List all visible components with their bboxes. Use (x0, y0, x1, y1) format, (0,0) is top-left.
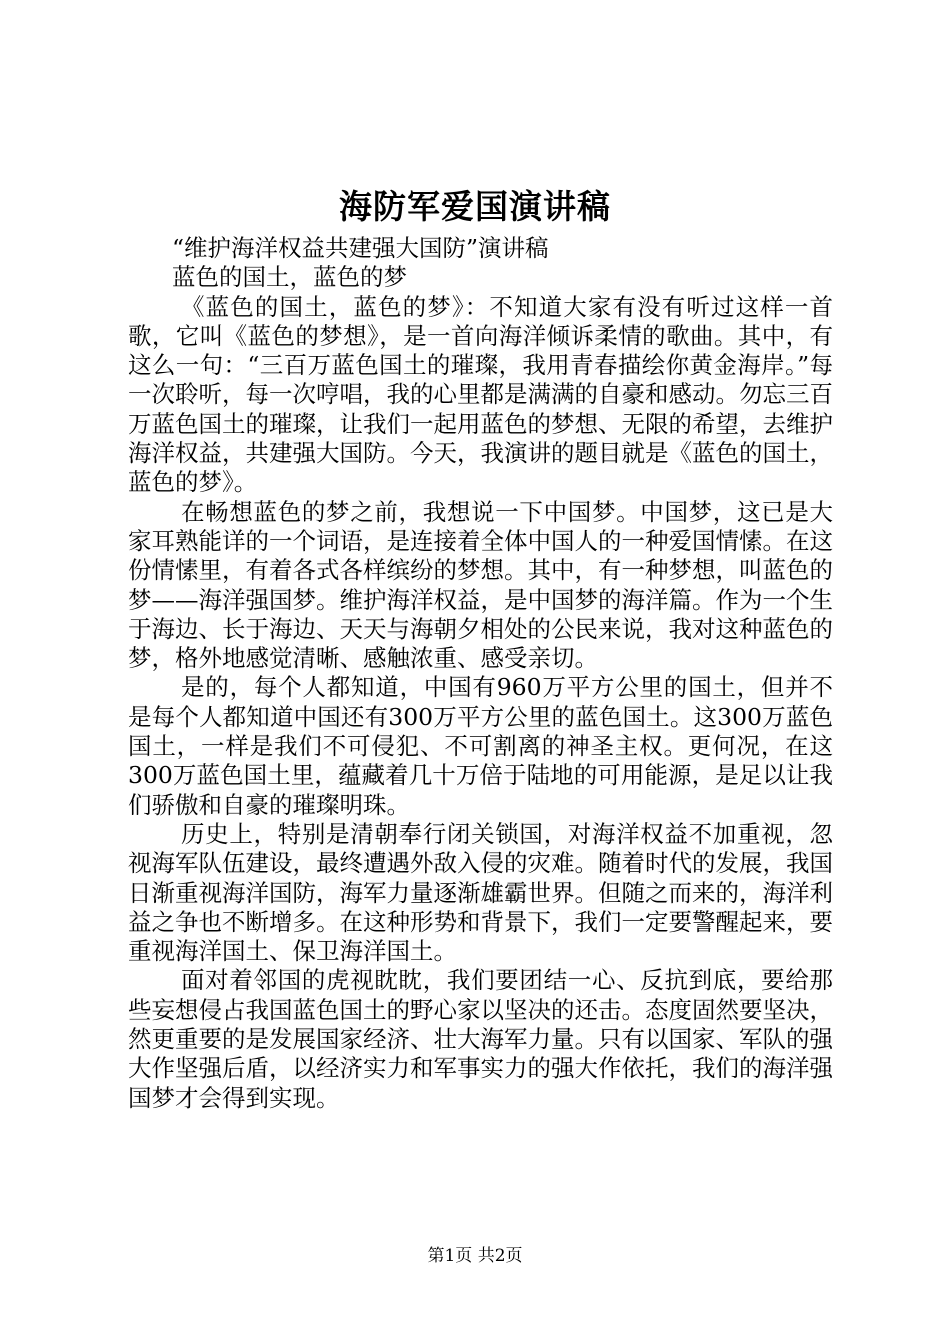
paragraph: 是的，每个人都知道，中国有960万平方公里的国土，但并不是每个人都知道中国还有300万平方公里的蓝色国土。这300万蓝色国土，一样是我们不可侵犯、不可割离的神圣主权。更何况，在这300万蓝色国土里，蕴藏着几十万倍于陆地的可用能源，是足以让我们骄傲和自豪的璀璨明珠。 (128, 673, 833, 819)
document-title: 海防军爱国演讲稿 (339, 187, 611, 226)
paragraph: 在畅想蓝色的梦之前，我想说一下中国梦。中国梦，这已是大家耳熟能详的一个词语，是连接着全体中国人的一种爱国情愫。在这份情愫里，有着各式各样缤纷的梦想。其中，有一种梦想，叫蓝色的梦——海洋强国梦。维护海洋权益，是中国梦的海洋篇。作为一个生于海边、长于海边、天天与海朝夕相处的公民来说，我对这种蓝色的梦，格外地感觉清晰、感触浓重、感受亲切。 (128, 497, 833, 673)
paragraph: 面对着邻国的虎视眈眈，我们要团结一心、反抗到底，要给那些妄想侵占我国蓝色国土的野心家以坚决的还击。态度固然要坚决，然更重要的是发展国家经济、壮大海军力量。只有以国家、军队的强大作坚强后盾，以经济实力和军事实力的强大作依托，我们的海洋强国梦才会得到实现。 (128, 966, 833, 1112)
page-number-footer: 第1页 共2页 (427, 1246, 523, 1266)
paragraph: 《蓝色的国土，蓝色的梦》：不知道大家有没有听过这样一首歌，它叫《蓝色的梦想》，是一首向海洋倾诉柔情的歌曲。其中，有这么一句：“三百万蓝色国土的璀璨，我用青春描绘你黄金海岸。”每一次聆听，每一次哼唱，我的心里都是满满的自豪和感动。勿忘三百万蓝色国土的璀璨，让我们一起用蓝色的梦想、无限的希望，去维护海洋权益，共建强大国防。今天，我演讲的题目就是《蓝色的国土，蓝色的梦》。 (128, 292, 833, 497)
speech-title: 蓝色的国土，蓝色的梦 (172, 263, 407, 292)
speech-subtitle: “维护海洋权益共建强大国防”演讲稿 (172, 234, 549, 262)
document-body (128, 234, 833, 1113)
paragraph: 历史上，特别是清朝奉行闭关锁国，对海洋权益不加重视，忽视海军队伍建设，最终遭遇外敌入侵的灾难。随着时代的发展，我国日渐重视海洋国防，海军力量逐渐雄霸世界。但随之而来的，海洋利益之争也不断增多。在这种形势和背景下，我们一定要警醒起来，要重视海洋国土、保卫海洋国土。 (128, 819, 833, 966)
